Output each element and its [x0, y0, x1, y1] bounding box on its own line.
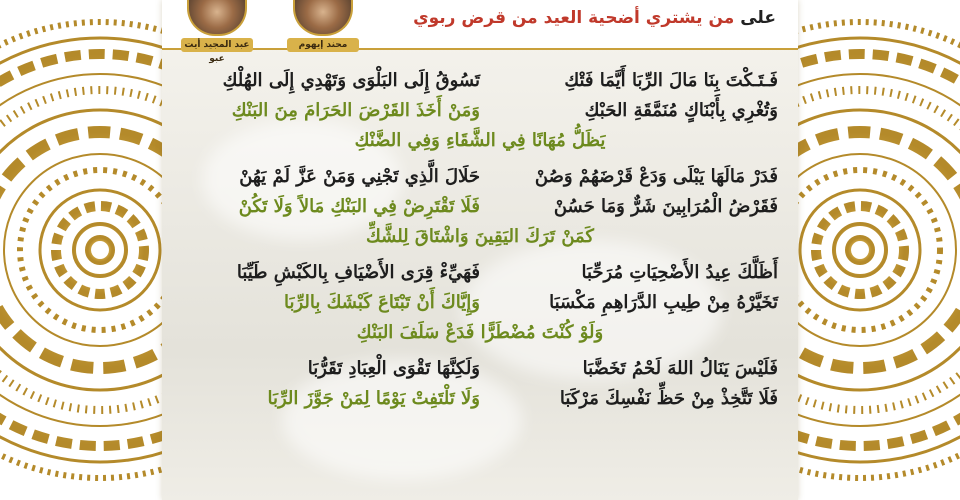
- refrain: كَمَنْ تَرَكَ اليَقِينَ وَاشْتَاقَ لِلشَّكِّ: [365, 226, 594, 247]
- verse-hemistich-right: فَقَرْضُ الْمُرَابِينَ شَرٌّ وَمَا حَسُنْ: [553, 196, 778, 217]
- headline-prefix: على: [740, 8, 776, 28]
- author-photo: [293, 0, 353, 36]
- headline-highlight: من يشتري أضحية العيد من قرض ربوي: [413, 8, 735, 28]
- verse-hemistich-left: تَسُوقُ إِلَى البَلْوَى وَتَهْدِي إِلَى الهُلْكِ: [222, 70, 480, 91]
- verse-hemistich-left: فَلَا تَقْتَرِضْ فِي البَنْكِ مَالاً وَلَا تَكُنْ: [238, 196, 480, 217]
- verse-hemistich-right: فَدَرْ مَالَهَا يَبْلَى وَدَعْ قَرْضَهُمْ وَصُنْ: [534, 166, 778, 187]
- verse-row: [162, 162, 798, 192]
- refrain: وَلَوْ كُنْتَ مُضْطَرًّا فَدَعْ سَلَفَ البَنْكِ: [356, 322, 604, 343]
- refrain-row: [162, 126, 798, 156]
- poem-card: [162, 0, 798, 500]
- author-name: عبد المجيد أيت عبو: [181, 38, 253, 52]
- verse-hemistich-right: تَخَيَّرْهُ مِنْ طِيبِ الدَّرَاهِمِ مَكْسَبَا: [549, 292, 778, 313]
- verse-hemistich-right: وَتُغْرِي بِأَبْنَاكٍ مُنَمَّقَةِ الحَبْكِ: [584, 100, 778, 121]
- refrain: يَظَلُّ مُهَانًا فِي الشَّقَاءِ وَفِي الضَّنْكِ: [354, 130, 606, 151]
- verse-hemistich-right: فَلَيْسَ يَنَالُ اللهَ لَحْمُ تَخَضَّبَا: [582, 358, 778, 379]
- verse-row: [162, 354, 798, 384]
- verse-hemistich-right: فَـتَـكْتَ بِنَا مَالَ الرِّبَا أَيَّمَا فَتْكِ: [564, 70, 778, 91]
- verse-hemistich-right: أَظَلَّكَ عِيدُ الأَضْحِيَاتِ مُرَحِّبَا: [581, 262, 778, 283]
- poem: [162, 66, 798, 414]
- verse-hemistich-left: وَمَنْ أَخَذَ القَرْضَ الحَرَامَ مِنَ البَنْكِ: [231, 100, 480, 121]
- refrain-row: [162, 222, 798, 252]
- verse-row: [162, 96, 798, 126]
- verse-hemistich-left: وَلَكِنَّهَا تَقْوَى الْعِبَادِ تَقَرُّبَا: [307, 358, 480, 379]
- verse-hemistich-left: فَهَيِّءْ قِرَى الأَضْيَافِ بِالكَبْشِ طَيِّبَا: [236, 262, 480, 283]
- verse-hemistich-left: وَلَا تَلْتَفِتْ يَوْمًا لِمَنْ جَوَّزَ الرِّبَا: [267, 388, 480, 409]
- author-card-1: [280, 0, 366, 52]
- verse-hemistich-right: فَلَا تَتَّخِذْ مِنْ حَظِّ نَفْسِكَ مَرْكَبَا: [559, 388, 778, 409]
- author-name: محند إيهوم: [287, 38, 359, 52]
- verse-row: [162, 384, 798, 414]
- verse-hemistich-left: وَإِيَّاكَ أَنْ تَبْتَاعَ كَبْشَكَ بِالرِّبَا: [283, 292, 480, 313]
- author-card-2: [174, 0, 260, 64]
- author-photo: [187, 0, 247, 36]
- verse-row: [162, 288, 798, 318]
- verse-hemistich-left: حَلَالَ الَّذِي تَجْنِي وَمَنْ عَزَّ لَمْ يَهُنْ: [239, 166, 480, 187]
- headline: [413, 8, 776, 28]
- verse-row: [162, 192, 798, 222]
- verse-row: [162, 66, 798, 96]
- refrain-row: [162, 318, 798, 348]
- header-bar: [162, 0, 798, 64]
- verse-row: [162, 258, 798, 288]
